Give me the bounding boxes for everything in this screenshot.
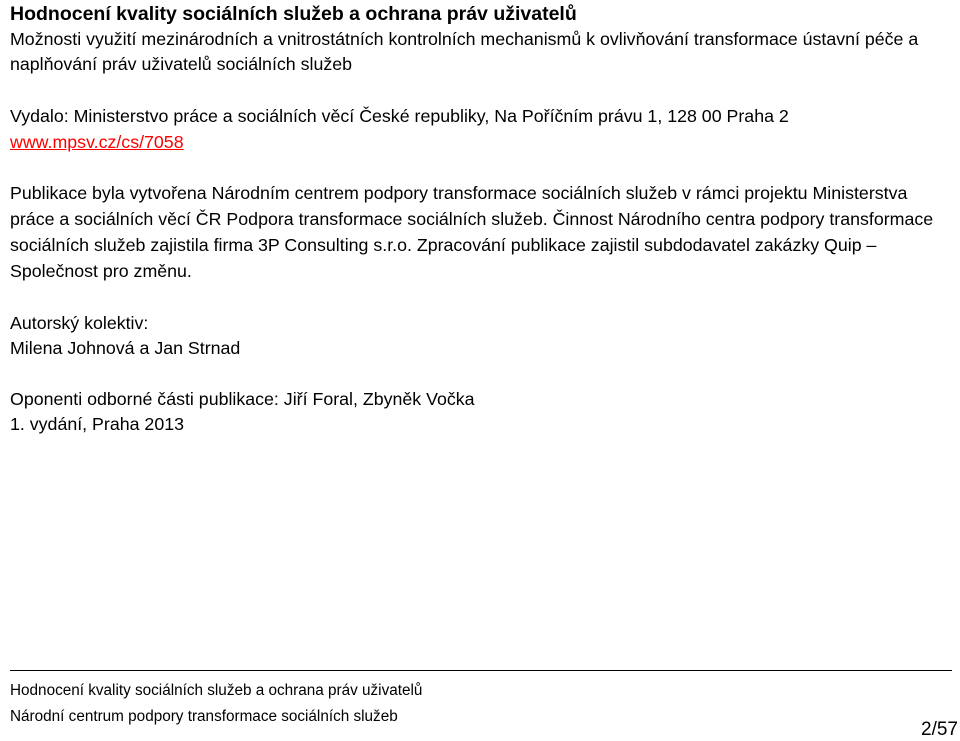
authors-names: Milena Johnová a Jan Strnad — [10, 338, 241, 358]
authors-label: Autorský kolektiv: — [10, 313, 149, 333]
edition-line: 1. vydání, Praha 2013 — [10, 414, 184, 434]
footer-title: Hodnocení kvality sociálních služeb a ochrana práv uživatelů — [10, 682, 423, 699]
document-subtitle: Možnosti využití mezinárodních a vnitrostátních kontrolních mechanismů k ovlivňování transformace ústavní péče a naplňování práv uživatelů sociálních služeb — [10, 29, 919, 74]
page-number: 2/57 — [921, 719, 958, 740]
footer-organization: Národní centrum podpory transformace sociálních služeb — [10, 708, 398, 725]
footer-divider — [10, 670, 952, 671]
publication-paragraph: Publikace byla vytvořena Národním centrem podpory transformace sociálních služeb v rámci projektu Ministerstva práce a sociálních věcí ČR Podpora transformace sociálních služeb. Činnost Národního centra podpory transformace sociálních služeb zajistila firma 3P Consulting s.r.o. Zpracování publikace zajistil subdodavatel zakázky Quip – Společnost pro změnu. — [10, 183, 934, 281]
publisher-line: Vydalo: Ministerstvo práce a sociálních věcí České republiky, Na Poříčním právu 1, 128 00 Praha 2 — [10, 106, 789, 126]
document-title: Hodnocení kvality sociálních služeb a ochrana práv uživatelů — [10, 3, 577, 25]
publication-link[interactable]: www.mpsv.cz/cs/7058 — [10, 132, 184, 152]
opponents-line: Oponenti odborné části publikace: Jiří Foral, Zbyněk Vočka — [10, 389, 475, 409]
